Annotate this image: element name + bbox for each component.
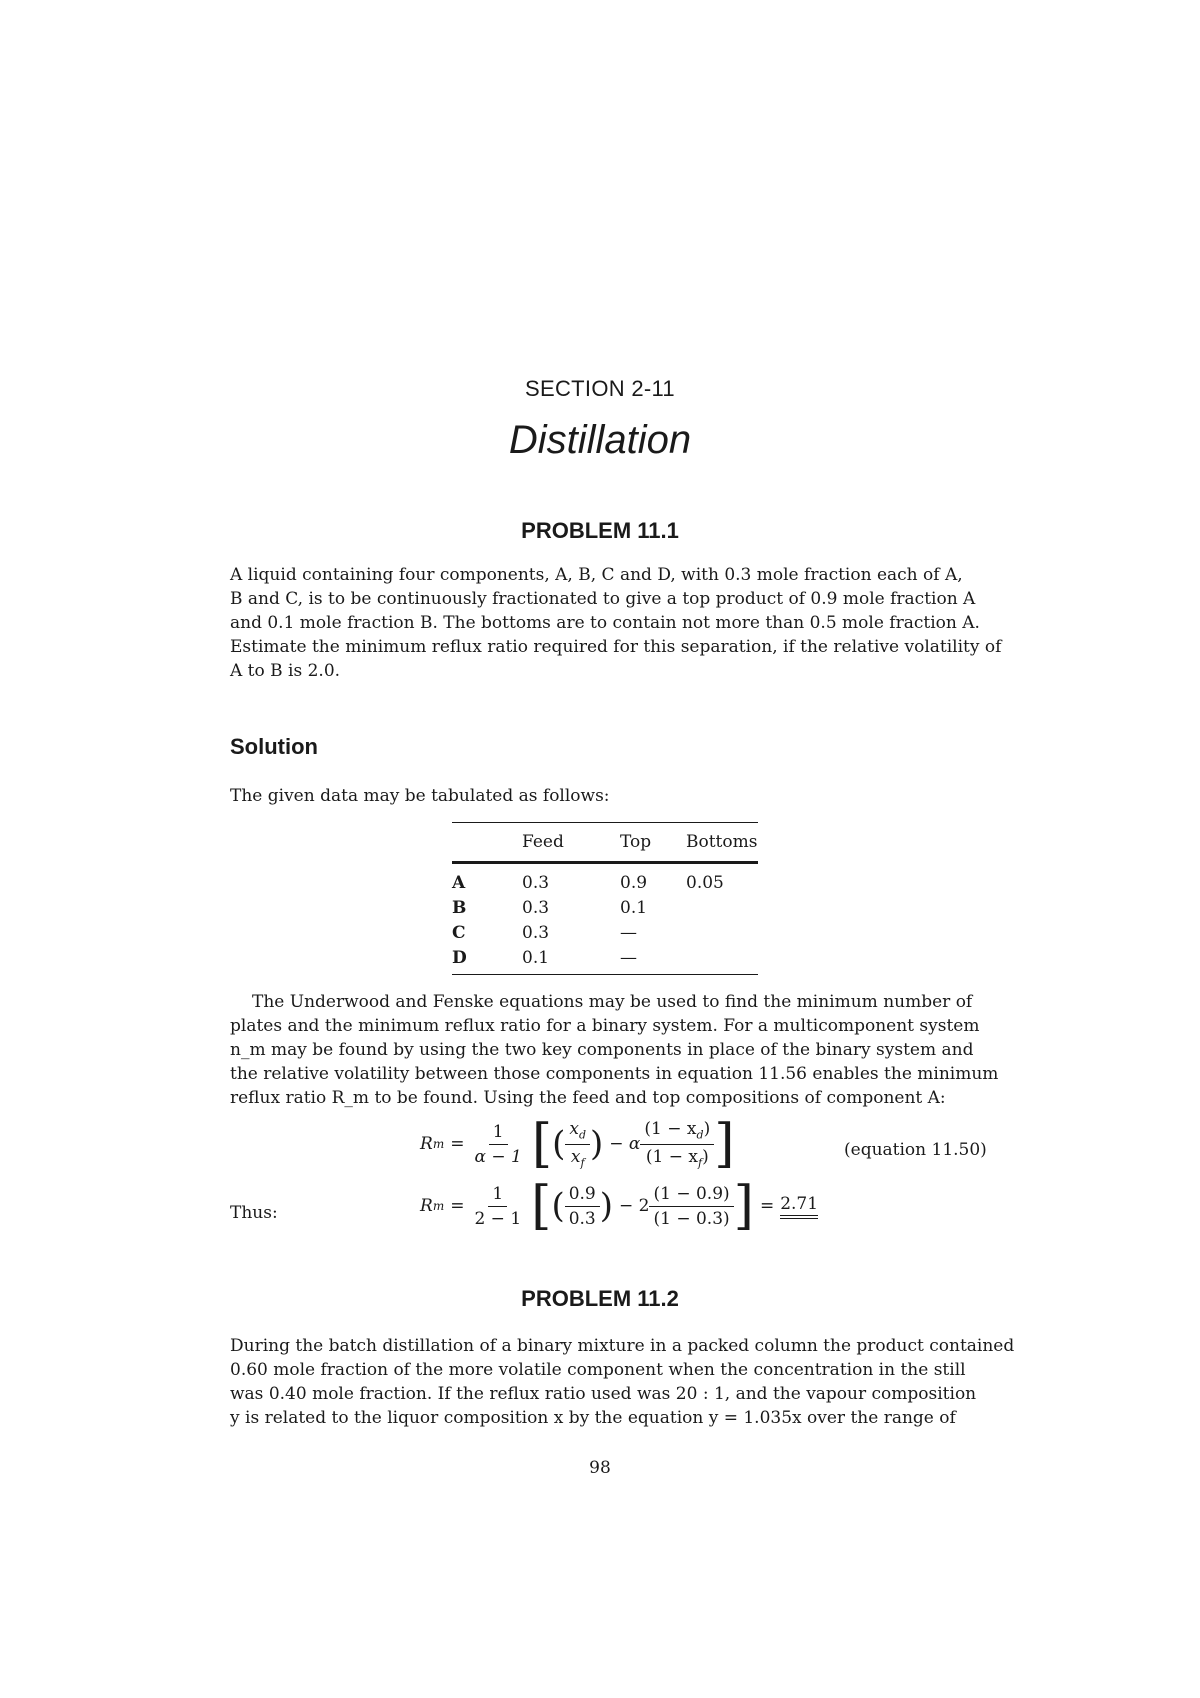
eq2-lhs-sub: m [432, 1199, 445, 1213]
table-bottom-rule [452, 974, 758, 975]
table-cell: 0.3 [522, 897, 550, 918]
problem-1-line: Estimate the minimum reflux ratio required for this separation, if the relative volatility of [230, 637, 1002, 657]
table-cell: 0.05 [686, 872, 724, 893]
eq2-complement-fraction [649, 1184, 733, 1229]
page-number: 98 [589, 1458, 611, 1478]
discussion-line: reflux ratio R_m to be found. Using the feed and top compositions of component A: [230, 1088, 946, 1108]
eq1-coefficient-fraction [470, 1122, 525, 1167]
right-bracket: ] [714, 1114, 735, 1174]
underwood-equation [420, 1114, 735, 1174]
problem-1-heading: PROBLEM 11.1 [521, 518, 679, 543]
eq1-lhs-sub: m [432, 1137, 445, 1151]
eq1-xd-sub: d [578, 1128, 587, 1142]
left-bracket: [ [531, 1114, 553, 1174]
table-row [452, 895, 758, 920]
problem-2-heading: PROBLEM 11.2 [521, 1286, 679, 1311]
table-cell: 0.1 [620, 897, 648, 918]
left-bracket: [ [531, 1176, 552, 1236]
discussion-line: n_m may be found by using the two key components in place of the binary system and [230, 1040, 974, 1060]
table-row [452, 870, 758, 895]
discussion-line: plates and the minimum reflux ratio for a binary system. For a multicomponent system [230, 1016, 980, 1036]
eq2-minus-two: − 2 [619, 1196, 650, 1216]
problem-1-line: A to B is 2.0. [230, 661, 341, 681]
eq2-a-num: 0.9 [565, 1184, 600, 1207]
result-equation [420, 1176, 819, 1236]
section-label: SECTION 2-11 [525, 376, 675, 401]
problem-2-line: 0.60 mole fraction of the more volatile component when the concentration in the still [230, 1360, 966, 1380]
table-row [452, 920, 758, 945]
table-row [452, 945, 758, 970]
table-cell: — [620, 947, 637, 968]
eq1-lhs: R [420, 1134, 433, 1154]
eq2-a-den: 0.3 [568, 1208, 596, 1229]
eq1-xd-xf-fraction [565, 1119, 590, 1169]
problem-1-line: A liquid containing four components, A, B, C and D, with 0.3 mole fraction each of A, [230, 565, 963, 585]
table-header-cell: Bottoms [686, 832, 758, 852]
problem-1-line: and 0.1 mole fraction B. The bottoms are to contain not more than 0.5 mole fraction A. [230, 613, 980, 633]
table-cell: D [452, 947, 467, 968]
table-cell: 0.1 [522, 947, 550, 968]
eq1-den2-end: ) [702, 1146, 709, 1167]
eq1-num2-end: ) [703, 1119, 711, 1140]
eq1-equals: = [450, 1134, 465, 1154]
eq1-xd: x [569, 1119, 579, 1140]
solution-intro [230, 784, 982, 808]
eq2-lhs: R [420, 1196, 433, 1216]
thus-label: Thus: [230, 1203, 278, 1223]
table-cell: — [620, 922, 637, 943]
table-cell: C [452, 922, 466, 943]
table-cell: 0.9 [620, 872, 648, 893]
eq2-b-num: (1 − 0.9) [649, 1184, 733, 1207]
eq1-xf-sub: f [580, 1155, 585, 1169]
table-header-row [452, 823, 758, 861]
eq1-coef-den: α − 1 [474, 1146, 522, 1167]
right-bracket: ] [733, 1176, 754, 1236]
eq2-coefficient-fraction [470, 1184, 525, 1229]
eq1-xf: x [570, 1146, 581, 1167]
right-paren: ) [590, 1124, 604, 1164]
problem-2-line: During the batch distillation of a binary mixture in a packed column the product contained [230, 1336, 1015, 1356]
table-header-cell: Feed [522, 832, 564, 852]
eq2-result: 2.71 [780, 1194, 818, 1219]
eq2-equals: = [450, 1196, 465, 1216]
left-paren: ( [552, 1124, 566, 1164]
eq2-ratio-fraction [565, 1184, 600, 1229]
eq1-coef-num: 1 [489, 1122, 508, 1145]
eq1-num2-sub: d [696, 1128, 704, 1142]
eq2-coef-den: 2 − 1 [474, 1208, 522, 1229]
eq2-b-den: (1 − 0.3) [653, 1208, 730, 1229]
problem-1-line: B and C, is to be continuously fractionated to give a top product of 0.9 mole fraction A [230, 589, 976, 609]
eq1-complement-fraction [640, 1119, 714, 1169]
table-cell: A [452, 872, 466, 893]
problem-2-line: y is related to the liquor composition x by the equation y = 1.035x over the range of [230, 1408, 956, 1428]
table-cell: 0.3 [522, 872, 550, 893]
table-cell: 0.3 [522, 922, 550, 943]
composition-table [452, 822, 758, 975]
eq2-result-equals: = [759, 1196, 775, 1216]
table-cell: B [452, 897, 467, 918]
eq2-coef-num: 1 [488, 1184, 507, 1207]
equation-reference: (equation 11.50) [844, 1140, 987, 1160]
problem-2-line: was 0.40 mole fraction. If the reflux ratio used was 20 : 1, and the vapour composition [230, 1384, 977, 1404]
chapter-title: Distillation [508, 418, 692, 462]
discussion-line: The Underwood and Fenske equations may be used to find the minimum number of [252, 992, 973, 1012]
solution-intro-text: The given data may be tabulated as follows: [230, 786, 610, 806]
solution-discussion [230, 990, 999, 1110]
table-header-cell: Top [620, 832, 652, 852]
eq1-den2: (1 − x [645, 1146, 698, 1167]
right-paren: ) [599, 1186, 614, 1226]
eq1-num2: (1 − x [644, 1119, 697, 1140]
problem-2-statement [230, 1334, 1015, 1430]
problem-1-statement [230, 563, 1002, 683]
discussion-line: the relative volatility between those components in equation 11.56 enables the minimum [230, 1064, 999, 1084]
eq1-den2-sub: f [698, 1155, 703, 1169]
left-paren: ( [551, 1186, 565, 1226]
solution-heading: Solution [230, 734, 318, 759]
eq1-minus-alpha: − α [609, 1134, 641, 1154]
